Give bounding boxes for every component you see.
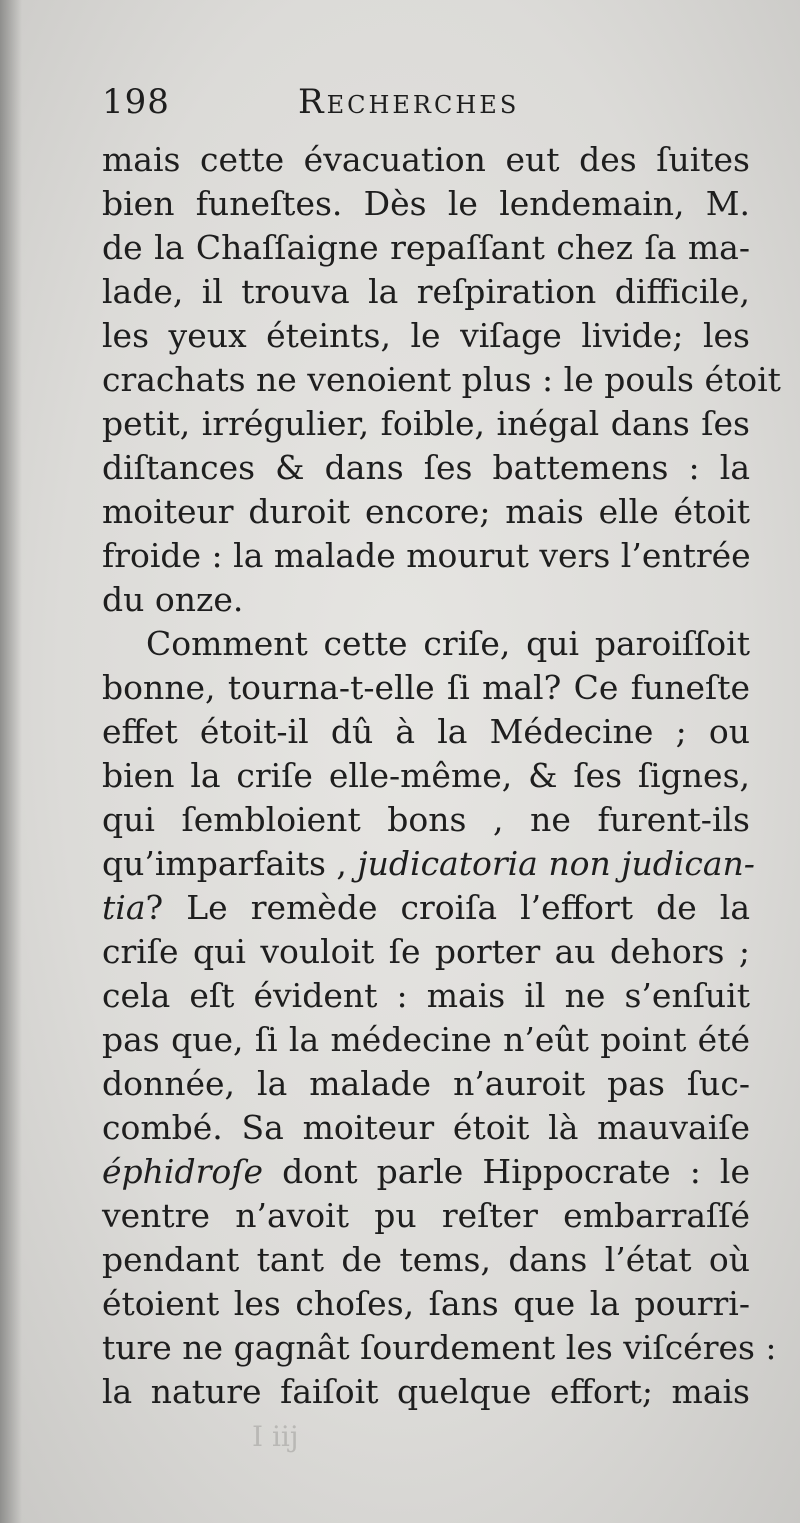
text-line: crachats ne venoient plus : le pouls étoit	[102, 360, 781, 399]
text-line: ventre n’avoit pu reſter embarraſſé	[102, 1196, 750, 1235]
text-line: donnée, la malade n’auroit pas ſuc-	[102, 1064, 750, 1103]
text-line: bonne, tourna-t-elle ſi mal? Ce funeſte	[102, 668, 750, 707]
latin-phrase-end: tia	[102, 888, 146, 927]
text-line: lade, il trouva la reſpiration difficile,	[102, 272, 750, 311]
text-line: pas que, ſi la médecine n’eût point été	[102, 1020, 750, 1059]
text-line: cela eſt évident : mais il ne s’enſuit	[102, 976, 750, 1015]
text-line: du onze.	[102, 580, 244, 619]
text-segment: qu’imparfaits ,	[102, 844, 347, 883]
text-line: étoient les choſes, ſans que la pourri-	[102, 1284, 750, 1323]
text-line	[102, 1150, 750, 1194]
page-number: 198	[102, 82, 170, 122]
text-line: bien funeſtes. Dès le lendemain, M.	[102, 184, 750, 223]
text-line: diſtances & dans ſes battemens : la	[102, 448, 750, 487]
text-line: froide : la malade mourut vers l’entrée	[102, 536, 751, 575]
text-segment: dont parle Hippocrate : le	[282, 1152, 750, 1191]
text-line: qui ſembloient bons , ne furent-ils	[102, 800, 750, 839]
text-line: de la Chaſſaigne repaſſant chez ſa ma-	[102, 228, 750, 267]
body-text	[102, 138, 781, 1414]
text-line: bien la criſe elle-même, & ſes ſignes,	[102, 756, 750, 795]
text-line: combé. Sa moiteur étoit là mauvaiſe	[102, 1108, 750, 1147]
running-head: Recherches	[298, 82, 520, 122]
latin-phrase: judicatoria non judican-	[357, 844, 755, 883]
text-line	[102, 886, 750, 930]
text-line: mais cette évacuation eut des ſuites	[102, 140, 750, 179]
text-line: petit, irrégulier, foible, inégal dans ſes	[102, 404, 750, 443]
text-line: la nature faiſoit quelque effort; mais	[102, 1372, 750, 1411]
text-line: ture ne gagnât ſourdement les viſcéres :	[102, 1328, 777, 1367]
text-line: Comment cette criſe, qui paroiſſoit	[146, 624, 750, 663]
page-gutter-shadow	[0, 0, 22, 1523]
page-header	[102, 82, 752, 128]
text-line	[102, 842, 755, 886]
text-line: les yeux éteints, le viſage livide; les	[102, 316, 750, 355]
text-line: pendant tant de tems, dans l’état où	[102, 1240, 750, 1279]
text-line: moiteur duroit encore; mais elle étoit	[102, 492, 750, 531]
text-segment: ? Le remède croiſa l’effort de la	[145, 888, 750, 927]
text-line: criſe qui vouloit ſe porter au dehors ;	[102, 932, 750, 971]
faint-signature-mark: I iij	[252, 1420, 299, 1453]
greek-term: éphidroſe	[102, 1152, 263, 1191]
text-line: effet étoit-il dû à la Médecine ; ou	[102, 712, 750, 751]
